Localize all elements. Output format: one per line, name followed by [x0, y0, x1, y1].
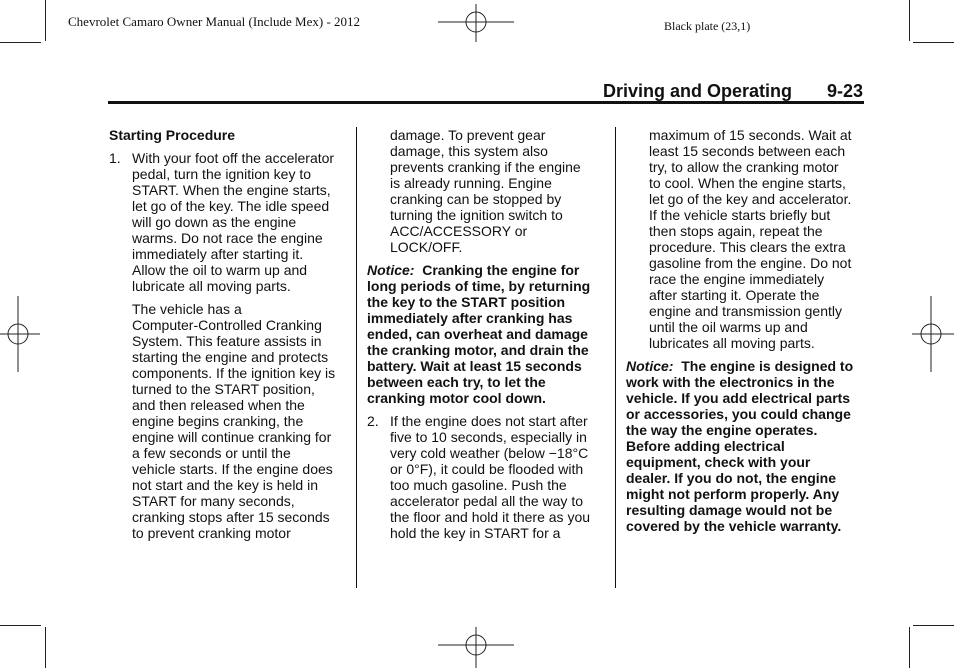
plate-label: Black plate (23,1) [664, 19, 751, 33]
text-line: equipment, check with your [626, 454, 811, 470]
text-line: a few seconds or until the [132, 445, 291, 461]
text-line: damage. To prevent gear [390, 127, 546, 143]
text-line: ACC/ACCESSORY or [390, 223, 528, 239]
text-line: cranking stops after 15 seconds [132, 509, 330, 525]
text-line: If the engine does not start after [390, 413, 588, 429]
text-line: immediately after starting it. [132, 246, 304, 262]
text-line: least 15 seconds between each [649, 143, 846, 159]
text-line: prevents cranking if the engine [390, 159, 581, 175]
crop-mark [45, 627, 46, 668]
text-line: gasoline from the engine. Do not [649, 255, 852, 271]
text-line: the key to the START position [367, 294, 566, 310]
crop-mark [909, 627, 910, 668]
text-line: or 0°F), it could be flooded with [390, 461, 584, 477]
text-line: then stops again, repeat the [649, 223, 823, 239]
text-line: engine and transmission gently [649, 303, 843, 319]
column-divider [356, 127, 357, 588]
notice-text: The engine is designed to [681, 358, 854, 374]
text-line: very cold weather (below −18°C [390, 445, 589, 461]
text-line: cranking can be stopped by [390, 191, 562, 207]
column-3 [626, 127, 866, 534]
text-line: covered by the vehicle warranty. [626, 518, 842, 534]
subheading: Starting Procedure [109, 127, 236, 143]
crop-mark [45, 0, 46, 41]
column-divider [615, 127, 616, 588]
section-title: Driving and Operating [603, 81, 793, 101]
text-line: starting the engine and protects [132, 349, 329, 365]
text-line: too much gasoline. Push the [390, 477, 567, 493]
text-line: race the engine immediately [649, 271, 825, 287]
list-item-1 [109, 150, 349, 294]
text-line: not start and the key is held in [132, 477, 318, 493]
text-line: lubricate all moving parts. [132, 278, 291, 294]
text-line: work with the electronics in the [626, 374, 835, 390]
notice-label: Notice: [626, 358, 674, 374]
text-line: to prevent cranking motor [132, 525, 291, 541]
list-number: 1. [109, 150, 121, 166]
text-line: vehicle. If you add electrical parts [626, 390, 851, 406]
text-line: turned to the START position, [132, 381, 315, 397]
text-line: let go of the key. The idle speed [132, 198, 330, 214]
text-line: START. When the engine starts, [132, 182, 331, 198]
text-line: engine begins cranking, the [132, 413, 304, 429]
text-line: hold the key in START for a [390, 525, 561, 541]
text-line: procedure. This clears the extra [649, 239, 846, 255]
notice [367, 262, 607, 406]
text-line: until the oil warms up and [649, 319, 808, 335]
text-line: Before adding electrical [626, 438, 785, 454]
notice [626, 358, 866, 534]
crop-mark [0, 42, 41, 43]
crop-mark [913, 42, 954, 43]
text-line: the cranking motor, and drain the [367, 342, 589, 358]
text-line: dealer. If you do not, the engine [626, 470, 837, 486]
notice-label: Notice: [367, 262, 415, 278]
text-line: resulting damage would not be [626, 502, 833, 518]
text-line: maximum of 15 seconds. Wait at [649, 127, 852, 143]
text-line: lubricates all moving parts. [649, 335, 815, 351]
text-line: With your foot off the accelerator [132, 150, 335, 166]
text-line: If the vehicle starts briefly but [649, 207, 831, 223]
text-line: long periods of time, by returning [367, 278, 591, 294]
manual-title: Chevrolet Camaro Owner Manual (Include Mex) - 2012 [68, 14, 361, 29]
text-line: warms. Do not race the engine [132, 230, 323, 246]
text-line [367, 262, 607, 278]
text-line: damage, this system also [390, 143, 548, 159]
text-line: try, to allow the cranking motor [649, 159, 839, 175]
text-line: ended, can overheat and damage [367, 326, 588, 342]
text-line: turning the ignition switch to [390, 207, 563, 223]
text-line: or accessories, you could change [626, 406, 851, 422]
text-line: cranking motor cool down. [367, 390, 546, 406]
list-number: 2. [367, 413, 379, 429]
text-line: to cool. When the engine starts, [649, 175, 846, 191]
text-line [626, 358, 866, 374]
text-line: the floor and hold it there as you [390, 509, 591, 525]
list-item-2 [367, 413, 607, 541]
crop-mark [913, 625, 954, 626]
page-number: 9-23 [827, 81, 864, 101]
text-line: let go of the key and accelerator. [649, 191, 852, 207]
text-line: START for many seconds, [132, 493, 295, 509]
registration-mark-top [438, 4, 514, 42]
paragraph [626, 127, 866, 351]
column-2 [367, 127, 607, 541]
text-line: System. This feature assists in [132, 333, 322, 349]
text-line: accelerator pedal all the way to [390, 493, 583, 509]
text-line: the way the engine operates. [626, 422, 818, 438]
notice-text: Cranking the engine for [422, 262, 580, 278]
column-1 [109, 127, 349, 541]
text-line: Computer-Controlled Cranking [132, 317, 322, 333]
text-line: after starting it. Operate the [649, 287, 820, 303]
text-line: five to 10 seconds, especially in [390, 429, 587, 445]
text-line: engine will continue cranking for [132, 429, 332, 445]
text-line: vehicle starts. If the engine does [132, 461, 333, 477]
text-line: Allow the oil to warm up and [132, 262, 308, 278]
registration-mark-left [0, 296, 40, 372]
text-line: immediately after cranking has [367, 310, 573, 326]
registration-mark-right [912, 296, 954, 372]
text-line: components. If the ignition key is [132, 365, 336, 381]
paragraph [367, 127, 607, 255]
header-rule [108, 101, 864, 104]
paragraph [109, 301, 349, 541]
crop-mark [0, 625, 41, 626]
crop-mark [909, 0, 910, 41]
text-line: might not perform properly. Any [626, 486, 840, 502]
text-line: LOCK/OFF. [390, 239, 463, 255]
text-line: between each try, to let the [367, 374, 546, 390]
text-line: is already running. Engine [390, 175, 552, 191]
text-line: and then released when the [132, 397, 305, 413]
text-line: The vehicle has a [132, 301, 242, 317]
text-line: will go down as the engine [132, 214, 297, 230]
registration-mark-bottom [438, 627, 514, 668]
text-line: pedal, turn the ignition key to [132, 166, 312, 182]
text-line: battery. Wait at least 15 seconds [367, 358, 582, 374]
